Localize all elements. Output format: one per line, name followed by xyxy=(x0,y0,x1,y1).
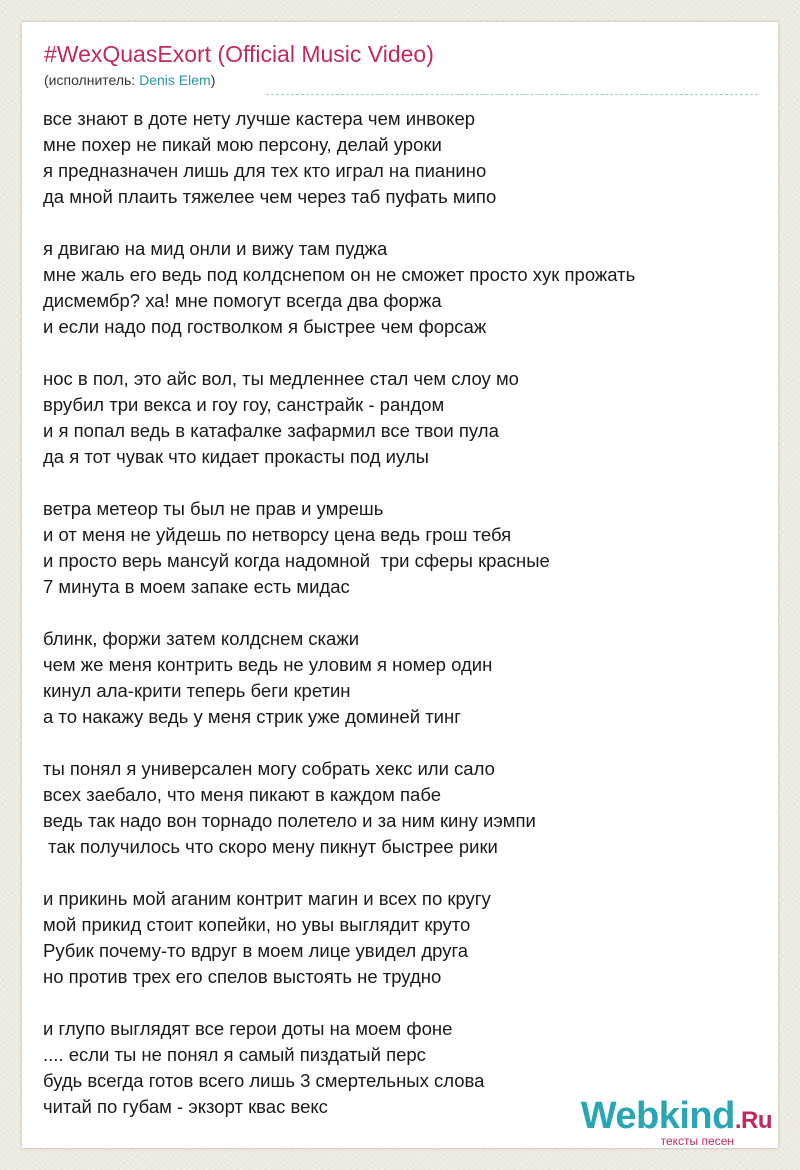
lyric-line: будь всегда готов всего лишь 3 смертельных слова xyxy=(43,1070,485,1091)
lyric-line: кинул ала-крити теперь беги кретин xyxy=(43,680,351,701)
lyric-line: нос в пол, это айс вол, ты медленнее стал чем слоу мо xyxy=(43,368,519,389)
lyric-line: и я попал ведь в катафалке зафармил все твои пула xyxy=(43,420,499,441)
lyric-line: .... если ты не понял я самый пиздатый перс xyxy=(43,1044,426,1065)
stanza-gap xyxy=(43,470,763,496)
song-title: #WexQuasExort (Official Music Video) xyxy=(44,41,434,67)
lyric-line: но против трех его спелов выстоять не трудно xyxy=(43,966,442,987)
lyric-line: читай по губам - экзорт квас векс xyxy=(43,1096,328,1117)
artist-suffix: ) xyxy=(210,72,216,88)
lyric-line: дисмембр? ха! мне помогут всегда два форжа xyxy=(43,290,442,311)
stanza-gap xyxy=(43,340,763,366)
lyric-line: мой прикид стоит копейки, но увы выглядит круто xyxy=(43,914,471,935)
lyric-line: а то накажу ведь у меня стрик уже доминей тинг xyxy=(43,706,461,727)
artist-link[interactable]: Denis Elem xyxy=(139,72,211,88)
lyric-line: блинк, форжи затем колдснем скажи xyxy=(43,628,360,649)
lyric-line: чем же меня контрить ведь не уловим я номер один xyxy=(43,654,493,675)
lyric-line: и если надо под гостволком я быстрее чем форсаж xyxy=(43,316,487,337)
stanza-gap xyxy=(43,210,763,236)
site-logo[interactable] xyxy=(581,1096,772,1148)
logo-tagline: тексты песен xyxy=(660,1134,734,1148)
lyric-line: да мной плаить тяжелее чем через таб пуфать мипо xyxy=(43,186,497,207)
lyric-line: ведь так надо вон торнадо полетело и за ним кину иэмпи xyxy=(43,810,536,831)
artist-prefix: (исполнитель: xyxy=(44,72,140,88)
lyric-line: и глупо выглядят все герои доты на моем фоне xyxy=(43,1018,453,1039)
stanza-gap xyxy=(43,990,763,1016)
lyrics-body xyxy=(43,106,763,1120)
lyric-line: врубил три векса и гоу гоу, санстрайк - рандом xyxy=(43,394,445,415)
lyric-line: мне жаль его ведь под колдснепом он не сможет просто хук прожать xyxy=(43,264,636,285)
lyric-line: так получилось что скоро мену пикнут быстрее рики xyxy=(43,836,498,857)
artist-line xyxy=(44,72,215,88)
lyric-line: всех заебало, что меня пикают в каждом пабе xyxy=(43,784,442,805)
logo-tld: .Ru xyxy=(734,1107,772,1134)
lyric-line: я двигаю на мид онли и вижу там пуджа xyxy=(43,238,388,259)
stanza-gap xyxy=(43,600,763,626)
lyric-line: я предназначен лишь для тех кто играл на пианино xyxy=(43,160,487,181)
lyrics-page xyxy=(22,22,778,1148)
stanza-gap xyxy=(43,860,763,886)
lyric-line: мне похер не пикай мою персону, делай уроки xyxy=(43,134,442,155)
lyric-line: Рубик почему-то вдруг в моем лице увидел друга xyxy=(43,940,469,961)
lyric-line: 7 минута в моем запаке есть мидас xyxy=(43,576,350,597)
header-divider xyxy=(266,94,758,95)
lyric-line: да я тот чувак что кидает прокасты под иулы xyxy=(43,446,429,467)
stanza-gap xyxy=(43,730,763,756)
lyric-line: ты понял я универсален могу собрать хекс или сало xyxy=(43,758,495,779)
lyric-line: ветра метеор ты был не прав и умрешь xyxy=(43,498,384,519)
lyric-line: и от меня не уйдешь по нетворсу цена ведь грош тебя xyxy=(43,524,512,545)
logo-name: Webkind xyxy=(580,1095,735,1137)
lyric-line: и прикинь мой аганим контрит магин и всех по кругу xyxy=(43,888,491,909)
lyric-line: все знают в доте нету лучше кастера чем инвокер xyxy=(43,108,476,129)
lyric-line: и просто верь мансуй когда надомной три сферы красные xyxy=(43,550,550,571)
